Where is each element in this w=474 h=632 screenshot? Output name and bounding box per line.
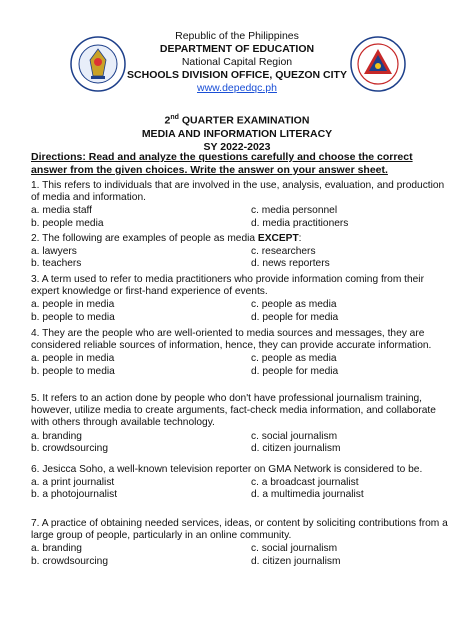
option-d: d. people for media bbox=[251, 311, 339, 323]
question-stem bbox=[31, 233, 451, 245]
question-stem-end: : bbox=[298, 233, 302, 244]
option-a: a. media staff bbox=[31, 205, 92, 217]
option-b: b. teachers bbox=[31, 258, 82, 270]
option-c: c. social journalism bbox=[251, 543, 338, 555]
option-c: c. a broadcast journalist bbox=[251, 477, 359, 489]
option-d: d. media practitioners bbox=[251, 217, 349, 229]
question-stem-text: 2. The following are examples of people as media bbox=[31, 233, 258, 244]
question-stem: 5. It refers to an action done by people who don't have professional journalism training, however, utilize media to create arguments, fact-check media information, and collaborate with others through available technology. bbox=[31, 393, 436, 429]
quarter-superscript: nd bbox=[170, 114, 179, 121]
option-b: b. people to media bbox=[31, 365, 115, 377]
option-c: c. social journalism bbox=[251, 430, 338, 442]
option-b: b. people media bbox=[31, 217, 104, 229]
option-a: a. people in media bbox=[31, 299, 115, 311]
republic-line: Republic of the Philippines bbox=[175, 30, 299, 42]
division-line: SCHOOLS DIVISION OFFICE, QUEZON CITY bbox=[127, 69, 347, 81]
option-d: d. citizen journalism bbox=[251, 442, 341, 454]
question-5 bbox=[31, 393, 451, 455]
option-b: b. people to media bbox=[31, 311, 115, 323]
directions: Directions: Read and analyze the questions carefully and choose the correct answer from the given choices. Write the answer on your answer sheet. bbox=[31, 151, 413, 176]
option-a: a. lawyers bbox=[31, 246, 77, 258]
option-b: b. crowdsourcing bbox=[31, 555, 109, 567]
option-c: c. media personnel bbox=[251, 205, 338, 217]
question-1 bbox=[31, 180, 451, 230]
question-6 bbox=[31, 464, 451, 502]
letterhead bbox=[0, 30, 474, 95]
option-d: d. citizen journalism bbox=[251, 555, 341, 567]
question-stem: 6. Jesicca Soho, a well-known television reporter on GMA Network is considered to be. bbox=[31, 464, 423, 475]
option-c: c. people as media bbox=[251, 353, 337, 365]
option-b: b. a photojournalist bbox=[31, 489, 118, 501]
option-a: a. branding bbox=[31, 543, 82, 555]
option-a: a. branding bbox=[31, 430, 82, 442]
option-b: b. crowdsourcing bbox=[31, 442, 109, 454]
exam-title-block bbox=[0, 111, 474, 154]
question-4 bbox=[31, 328, 451, 378]
website-link[interactable]: www.depedqc.ph bbox=[197, 82, 277, 94]
question-7 bbox=[31, 518, 451, 568]
question-2 bbox=[31, 233, 451, 271]
question-stem: 1. This refers to individuals that are involved in the use, analysis, evaluation, and production of media and information. bbox=[31, 180, 445, 204]
quarter-title bbox=[0, 111, 474, 128]
department-line: DEPARTMENT OF EDUCATION bbox=[159, 43, 315, 55]
quarter-number: 2 bbox=[164, 114, 171, 127]
option-a: a. people in media bbox=[31, 353, 115, 365]
option-c: c. people as media bbox=[251, 299, 337, 311]
option-d: d. people for media bbox=[251, 365, 339, 377]
option-a: a. a print journalist bbox=[31, 477, 115, 489]
subject-title: MEDIA AND INFORMATION LITERACY bbox=[141, 127, 333, 140]
region-line: National Capital Region bbox=[181, 56, 293, 68]
option-d: d. news reporters bbox=[251, 258, 330, 270]
quarter-title-rest: QUARTER EXAMINATION bbox=[178, 114, 310, 127]
option-d: d. a multimedia journalist bbox=[251, 489, 364, 501]
question-3 bbox=[31, 274, 451, 324]
question-stem: 4. They are the people who are well-oriented to media sources and messages, they are considered reliable sources of information, hence, they can provide accurate information. bbox=[31, 328, 432, 352]
question-stem: 7. A practice of obtaining needed services, ideas, or content by soliciting contributions from a large group of people, particularly in an online community. bbox=[31, 518, 448, 542]
school-year: SY 2022-2023 bbox=[203, 140, 271, 153]
question-stem: 3. A term used to refer to media practitioners who provide information coming from their expert knowledge or first-hand experience of events. bbox=[31, 274, 424, 298]
question-stem-emphasis: EXCEPT bbox=[257, 233, 299, 244]
option-c: c. researchers bbox=[251, 246, 316, 258]
